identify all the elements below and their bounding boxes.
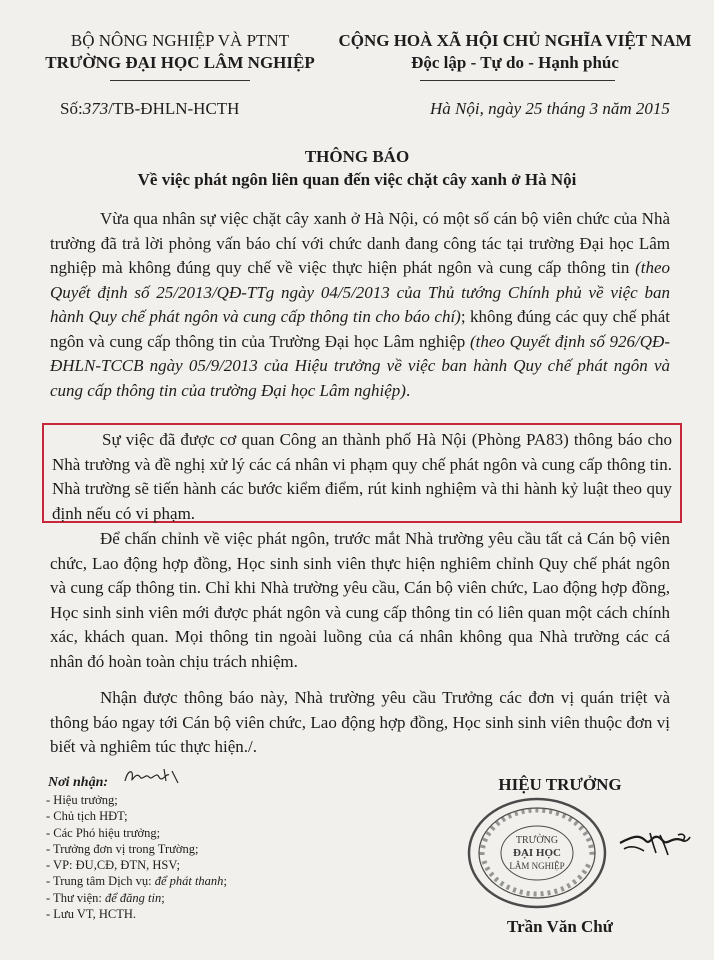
document-number-prefix: Số:: [60, 99, 83, 118]
recipient-item: - Chủ tịch HĐT;: [46, 809, 128, 824]
university-name: TRƯỜNG ĐẠI HỌC LÂM NGHIỆP: [45, 53, 315, 72]
recipient-item: - VP: ĐU,CĐ, ĐTN, HSV;: [46, 858, 180, 873]
seal-text-line2: ĐẠI HỌC: [513, 847, 561, 859]
recipient-item: - Các Phó hiệu trưởng;: [46, 825, 161, 840]
handwritten-signature-icon: [560, 805, 710, 885]
paragraph-4: Nhận được thông báo này, Nhà trường yêu cầu Trưởng các đơn vị quán triệt và thông báo ngay tới Cán bộ viên chức, Lao động hợp đồng, Học sinh sinh viên thuộc đơn vị biết và nghiêm túc thực hiện./.: [50, 688, 670, 756]
paragraph-1-citation-2: (theo Quyết định số 926/QĐ-ĐHLN-TCCB ngày 05/9/2013 của Hiệu trưởng về việc ban hành Quy chế phát ngôn và cung cấp thông tin của trường Đại học Lâm nghiệp): [50, 331, 670, 400]
recipients-list: [46, 792, 227, 922]
recipient-item: - Trưởng đơn vị trong Trường;: [46, 841, 199, 856]
recipient-center-label: - Trung tâm Dịch vụ:: [46, 874, 155, 889]
recipient-item: - Lưu VT, HCTH.: [46, 907, 136, 922]
header-rule-left: [110, 80, 250, 81]
recipient-item: [46, 873, 227, 889]
recipient-center-suffix: ;: [223, 874, 227, 889]
header-rule-right: [420, 80, 615, 81]
recipient-library-label: - Thư viện:: [46, 890, 105, 905]
document-number-suffix: /TB-ĐHLN-HCTH: [108, 99, 240, 118]
paragraph-3: Để chấn chỉnh về việc phát ngôn, trước mắt Nhà trường yêu cầu tất cả Cán bộ viên chức, Lao động hợp đồng, Học sinh sinh viên thực hiện nghiêm chỉnh Quy chế phát ngôn và cung cấp thông tin. Chỉ khi Nhà trường yêu cầu, Cán bộ viên chức, Lao động hợp đồng, Học sinh sinh viên mới được phát ngôn và cung cấp thông tin có liên quan một cách chính xác, khách quan. Mọi thông tin ngoài luồng của cá nhân không qua Nhà trường các cá nhân đó hoàn toàn chịu trách nhiệm.: [50, 529, 670, 671]
paragraph-1-text-e: .: [405, 380, 411, 400]
seal-text-line3: LÂM NGHIỆP: [509, 861, 565, 871]
document-title: THÔNG BÁO: [304, 147, 410, 166]
signer-title: HIỆU TRƯỞNG: [498, 775, 622, 794]
document-date: Hà Nội, ngày 25 tháng 3 năm 2015: [430, 99, 670, 118]
paragraph-1: [50, 207, 670, 403]
paragraph-1-text-a: Vừa qua nhân sự việc chặt cây xanh ở Hà Nội, có một số cán bộ viên chức của Nhà trường đã trả lời phỏng vấn báo chí với chức danh đang công tác tại trường Đại học Lâm nghiệp mà không đúng quy chế về việc thực hiện phát ngôn và cung cấp thông tin: [50, 209, 670, 277]
signer-name: Trần Văn Chứ: [507, 917, 613, 936]
issuing-organization: [45, 30, 315, 74]
paragraph-1-text-c: ; không đúng các quy chế phát ngôn và cung cấp thông tin của Trường Đại học Lâm nghiệp: [50, 307, 670, 351]
recipient-item: [46, 890, 227, 906]
recipients-title: Nơi nhận:: [48, 775, 109, 790]
recipient-library-purpose: để đăng tin: [104, 890, 162, 905]
recipient-center-purpose: để phát thanh: [154, 874, 224, 889]
seal-text-line1: TRƯỜNG: [515, 835, 559, 846]
document-number: [60, 99, 239, 119]
initial-signature-icon: [122, 765, 180, 787]
paragraph-2: Sự việc đã được cơ quan Công an thành phố Hà Nội (Phòng PA83) thông báo cho Nhà trường và đề nghị xử lý các cá nhân vi phạm quy chế phát ngôn và cung cấp thông tin. Nhà trường sẽ tiến hành các bước kiểm điểm, rút kinh nghiệm và thi hành kỷ luật theo quy định nếu có vi phạm.: [52, 430, 672, 523]
paragraph-1-citation-1: (theo Quyết định số 25/2013/QĐ-TTg ngày 04/5/2013 của Thủ tướng Chính phủ về việc ban hành Quy chế phát ngôn và cung cấp thông tin cho báo chí): [50, 258, 670, 326]
national-motto: Độc lập - Tự do - Hạnh phúc: [411, 53, 619, 72]
recipient-library-suffix: ;: [161, 890, 165, 905]
country-name: CỘNG HOÀ XÃ HỘI CHỦ NGHĨA VIỆT NAM: [338, 31, 692, 50]
national-heading: [330, 30, 700, 74]
document-number-value: 373: [82, 99, 109, 118]
recipient-item: - Hiệu trưởng;: [46, 793, 118, 807]
document-subtitle: Về việc phát ngôn liên quan đến việc chặt cây xanh ở Hà Nội: [137, 170, 577, 189]
ministry-name: BỘ NÔNG NGHIỆP VÀ PTNT: [70, 31, 290, 50]
